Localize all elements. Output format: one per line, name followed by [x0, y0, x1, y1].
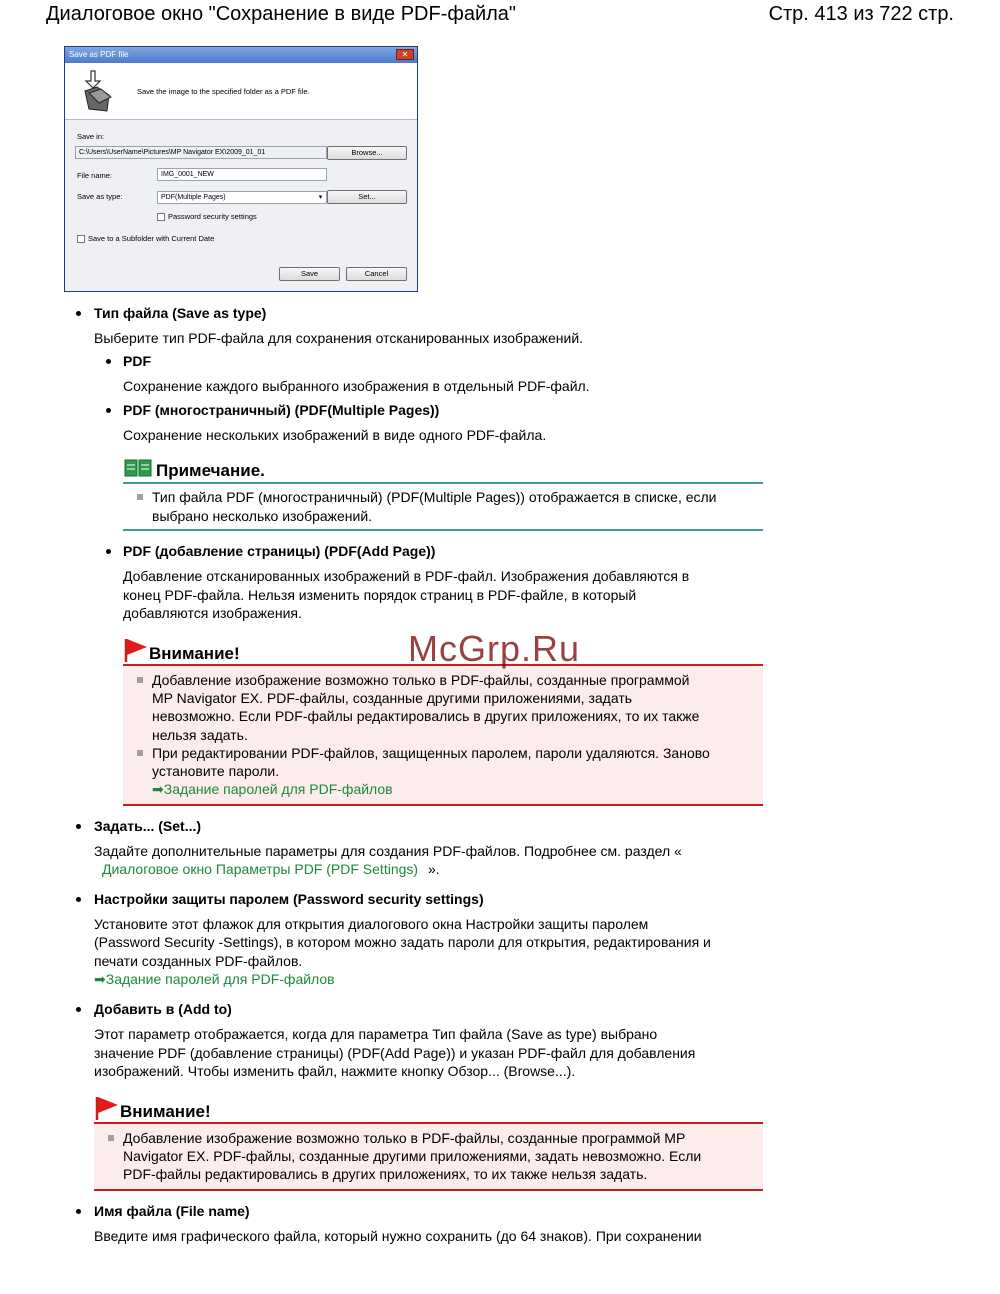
paragraph-line: Установите этот флажок для открытия диалогового окна Настройки защиты паролем [94, 916, 649, 932]
warning-title: Внимание! [149, 644, 240, 663]
paragraph-line: Этот параметр отображается, когда для параметра Тип файла (Save as type) выбрано [94, 1026, 658, 1042]
subsection-title-pdf-multiple: PDF (многостраничный) (PDF(Multiple Pages)) [123, 402, 440, 418]
bullet [76, 1007, 81, 1012]
arrow-right-icon: ➡ [94, 971, 106, 987]
bullet [106, 408, 111, 413]
red-flag-icon [124, 638, 148, 662]
note-line-2: выбрано несколько изображений. [152, 508, 373, 524]
bullet [76, 897, 81, 902]
bullet [106, 549, 111, 554]
bullet [76, 1209, 81, 1214]
save-as-type-select[interactable] [157, 191, 327, 204]
password-checkbox-label: Password security settings [168, 212, 257, 221]
warning-line: Добавление изображение возможно только в PDF-файлы, созданные программой MP [123, 1130, 686, 1146]
paragraph-line: изображений. Чтобы изменить файл, нажмите кнопку Обзор... (Browse...). [94, 1063, 576, 1079]
paragraph-line: Введите имя графического файла, который нужно сохранить (до 64 знаков). При сохранении [94, 1228, 702, 1244]
warning-line: Добавление изображение возможно только в PDF-файлы, созданные программой [152, 672, 690, 688]
save-as-pdf-dialog [64, 46, 418, 292]
dialog-description: Save the image to the specified folder as a PDF file. [137, 87, 310, 96]
warning-line: PDF-файлы редактировались в других приложениях, то их также нельзя задать. [123, 1166, 648, 1182]
subsection-title-pdf: PDF [123, 353, 151, 369]
paragraph-line: печати созданных PDF-файлов. [94, 953, 303, 969]
section-title-save-as-type: Тип файла (Save as type) [94, 305, 267, 321]
note-top-line [123, 482, 763, 484]
save-in-field[interactable]: C:\Users\UserName\Pictures\MP Navigator EX\2009_01_01 [75, 146, 327, 159]
book-icon [124, 458, 152, 478]
note-bottom-line [123, 529, 763, 531]
list-marker [108, 1135, 114, 1141]
arrow-right-icon: ➡ [152, 781, 164, 797]
link-pdf-settings[interactable]: Диалоговое окно Параметры PDF (PDF Settings) [102, 861, 419, 877]
bullet [106, 359, 111, 364]
section-title-add-to: Добавить в (Add to) [94, 1001, 232, 1017]
page-title: Диалоговое окно "Сохранение в виде PDF-файла" [46, 3, 517, 25]
save-as-type-value: PDF(Multiple Pages) [161, 194, 226, 201]
warning-line: невозможно. Если PDF-файлы редактировались в других приложениях, то их также [152, 708, 700, 724]
cancel-button[interactable]: Cancel [346, 267, 407, 281]
section-title-password: Настройки защиты паролем (Password security settings) [94, 891, 484, 907]
divider [65, 119, 417, 120]
dialog-title: Save as PDF file [69, 50, 129, 59]
save-button[interactable]: Save [279, 267, 340, 281]
list-marker [137, 677, 143, 683]
link-password-pdf-2[interactable]: ➡Задание паролей для PDF-файлов [94, 971, 335, 987]
save-folder-icon [79, 69, 115, 113]
subsection-title-pdf-add-page: PDF (добавление страницы) (PDF(Add Page)) [123, 543, 436, 559]
note-line-1: Тип файла PDF (многостраничный) (PDF(Multiple Pages)) отображается в списке, если [152, 489, 717, 505]
paragraph-line: добавляются изображения. [123, 605, 302, 621]
bullet [76, 311, 81, 316]
link-password-pdf[interactable]: ➡Задание паролей для PDF-файлов [152, 781, 393, 797]
paragraph-line: Добавление отсканированных изображений в PDF-файл. Изображения добавляются в [123, 568, 690, 584]
paragraph-line: Задайте дополнительные параметры для создания PDF-файлов. Подробнее см. раздел « [94, 843, 682, 859]
bullet [76, 824, 81, 829]
paragraph: Сохранение каждого выбранного изображения в отдельный PDF-файл. [123, 378, 590, 394]
paragraph: Сохранение нескольких изображений в виде одного PDF-файла. [123, 427, 547, 443]
warning-line: установите пароли. [152, 763, 280, 779]
red-flag-icon [95, 1096, 119, 1120]
save-as-type-label: Save as type: [77, 192, 123, 201]
paragraph-line: значение PDF (добавление страницы) (PDF(Add Page)) и указан PDF-файл для добавления [94, 1045, 696, 1061]
warning-line: При редактировании PDF-файлов, защищенных паролем, пароли удаляются. Заново [152, 745, 710, 761]
warning-line: MP Navigator EX. PDF-файлы, созданные другими приложениями, задать [152, 690, 633, 706]
file-name-label: File name: [77, 171, 113, 180]
warning-title: Внимание! [120, 1102, 211, 1121]
paragraph-line: конец PDF-файла. Нельзя изменить порядок страниц в PDF-файле, в который [123, 587, 637, 603]
paragraph-line: (Password Security -Settings), в котором можно задать пароли для открытия, редактирования и [94, 934, 711, 950]
list-marker [137, 494, 143, 500]
warning-line: нельзя задать. [152, 727, 248, 743]
list-marker [137, 750, 143, 756]
file-name-input[interactable]: IMG_0001_NEW [157, 168, 327, 181]
subfolder-checkbox-label: Save to a Subfolder with Current Date [88, 234, 215, 243]
chevron-down-icon: ▾ [318, 194, 323, 201]
dialog-titlebar [65, 47, 417, 63]
subfolder-checkbox[interactable] [77, 235, 85, 243]
warning-line: Navigator EX. PDF-файлы, созданные другими приложениями, задать невозможно. Если [123, 1148, 702, 1164]
note-title: Примечание. [156, 461, 265, 480]
page-number: Стр. 413 из 722 стр. [768, 3, 954, 25]
paragraph: Выберите тип PDF-файла для сохранения отсканированных изображений. [94, 330, 584, 346]
section-title-set: Задать... (Set...) [94, 818, 202, 834]
paragraph-line: Диалоговое окно Параметры PDF (PDF Settings) ». [102, 861, 440, 877]
section-title-file-name: Имя файла (File name) [94, 1203, 250, 1219]
close-button[interactable]: ✕ [396, 49, 414, 60]
set-button[interactable]: Set... [327, 190, 407, 204]
browse-button[interactable]: Browse... [327, 146, 407, 160]
dialog-header-area [65, 63, 417, 119]
watermark: McGrp.Ru [408, 628, 581, 669]
save-in-label: Save in: [77, 132, 105, 141]
password-checkbox[interactable] [157, 213, 165, 221]
